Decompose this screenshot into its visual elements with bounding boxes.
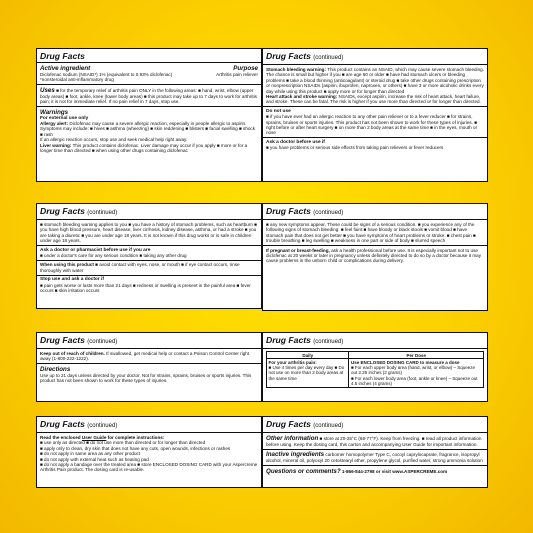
instruction-item: ■ do not apply a bandage over the treated area ■ store ENCLOSED DOSING CARD with your Aspercreme Arthritis Pain product. The dosing card is re-usable. [40, 462, 258, 473]
allergy-label: Allergy alert: [40, 121, 69, 127]
continued-label: (continued) [87, 339, 118, 345]
stomach-text: This product contains an NSAID, which may cause severe stomach bleeding. The chance is small but higher if you ■ are age 60 or older ■ have had stomach ulcers or bleeding problems ■ take a blood thinning (anticoagulant) or steroid drug ■ take other drugs containing prescription or nonprescription NSAIDs (aspirin, ibuprofen, naproxen, or others) ■ have 3 or more alcoholic drinks every day while using this product ■ apply more or for longer than directed [266, 67, 484, 94]
user-guide-link: User Guide [81, 435, 107, 440]
allergy-followup: If an allergic reaction occurs, stop use and seek medical help right away. [40, 137, 188, 143]
continued-label: (continued) [313, 55, 344, 61]
inactive-text: carbomer homopolymer Type C, cocoyl caprylocaprate, fragrance, isopropyl alcohol, mineral oil, polyoxyl 20 cetostearyl ether, propylene glycol, purified water, strong ammonia solution [266, 452, 483, 464]
per-dose-header: Per Dose [349, 352, 484, 359]
when-using-label: When using this product [40, 262, 94, 268]
purpose-heading: Purpose [233, 65, 258, 72]
directions-text: Use up to 21 days unless directed by your doctor. Not for strains, sprains, bruises or sports injuries. This product has not been shown to work for these types of injuries. [40, 372, 252, 384]
active-ingredient-heading: Active ingredient [40, 65, 91, 72]
questions-label: Questions or comments? [266, 467, 341, 475]
purpose-value: Arthritis pain reliever [216, 72, 258, 77]
inactive-label: Inactive ingredients [266, 451, 325, 459]
continued-label: (continued) [313, 423, 344, 429]
pharmacist-heading: Ask a doctor or pharmacist before use if you are [40, 247, 151, 253]
uses-heading: Uses [40, 86, 55, 94]
do-not-use-heading: Do not use [266, 108, 291, 114]
panel-title-text: Drug Facts [266, 335, 311, 345]
instruction-item: ■ apply only to clean, dry skin that does not have any cuts, open wounds, infections or rashes [40, 445, 231, 451]
allergy-text: Diclofenac may cause a severe allergic reaction, especially in people allergic to aspirin. Symptoms may include: ■ hives ■ asthma (wheezing) ■ skin reddening ■ blisters ■ facial swelling ■ shock ■ rash [40, 121, 256, 137]
liver-label: Liver warning: [40, 142, 72, 148]
continued-label: (continued) [87, 210, 118, 216]
ask-doctor-text: ■ you have problems or serious side effects from taking pain relievers or fever reducers [266, 145, 444, 151]
read-label: Read the enclosed [40, 435, 81, 440]
per-dose-lower: ■ For each lower body area (foot, ankle or knee) – Squeeze out 4.5 inches (4 grams) [350, 375, 478, 386]
panel-title [263, 335, 487, 349]
when-using-text: ■ avoid contact with eyes, nose, or mouth ■ if eye contact occurs, rinse thoroughly with water [40, 262, 240, 273]
other-info-label: Other information [266, 435, 319, 442]
pharmacist-text: ■ under a doctor's care for any serious condition ■ taking any other drug [40, 253, 187, 259]
read-rest: for complete instructions: [107, 435, 165, 440]
drug-facts-panel-2 [262, 48, 488, 182]
ask-doctor-heading: Ask a doctor before use if [266, 139, 325, 145]
nsaid-note: *nonsteroidal anti-inflammatory drug [40, 77, 114, 83]
keep-out-text: If swallowed, get medical help or contact a Poison Control Center right away (1-800-222-1222). [40, 351, 250, 362]
do-not-use-text: ■ if you have ever had an allergic reaction to any other pain reliever or to a fever reducer ■ for strains, sprains, bruises or sports injuries. This product has not been shown to work for these types of injuries. ■ right before or after heart surgery ■ on more than 2 body areas at the same time ■ in the eyes, mouth or nose [266, 114, 478, 136]
warnings-heading: Warnings [40, 108, 69, 116]
panel-title [263, 206, 487, 220]
liver-text: This product contains diclofenac. Liver damage may occur if you apply ■ more or for a longer time than directed ■ when using other drugs containing diclofenac [40, 142, 248, 154]
instruction-item: ■ do not apply with external heat such as heating pad [40, 456, 149, 462]
drug-facts-panel-1 [36, 48, 262, 182]
drug-facts-panel-4 [262, 203, 488, 311]
instruction-item: ■ use only as directed ■ do not use more than directed or for longer than directed [40, 440, 206, 446]
dosing-table [266, 351, 484, 388]
continued-label: (continued) [87, 423, 118, 429]
drug-facts-panel-6 [262, 332, 488, 402]
stomach-label: Stomach bleeding warning: [266, 67, 326, 72]
stop-use-heading: Stop use and ask a doctor if [40, 277, 104, 283]
external-use-note: For external use only [40, 115, 89, 121]
panel-title-text: Drug Facts [266, 51, 311, 61]
instruction-item: ■ do not apply in same area as any other product [40, 451, 141, 457]
pregnant-text: ask a health professional before use. It is especially important not to use diclofenac at 20 weeks or later in pregnancy unless definitely directed to do so by a doctor because it may cause problems in the unborn child or complications during delivery. [266, 247, 482, 264]
drug-facts-panel-8 [262, 416, 488, 488]
uses-text: ■ for the temporary relief of arthritis pain ONLY in the following areas: ■ hand, wrist, elbow (upper body areas) ■ foot, ankle, knee (lower body areas) ■ this product may take up to 7 days to work for arthritis pain; it is not for immediate relief. If no pain relief in 7 days, stop use. [40, 87, 257, 105]
keep-out-label: Keep out of reach of children. [40, 351, 105, 356]
panel-title: Drug Facts [37, 51, 261, 63]
row-label: For your arthritis pain: [268, 359, 317, 365]
panel-title-text: Drug Facts [266, 419, 311, 429]
panel-title-text: Drug Facts [40, 335, 85, 345]
per-dose-heading: Use ENCLOSED DOSING CARD to measure a dose [350, 359, 460, 365]
panel-title [263, 51, 487, 65]
drug-facts-panel-7 [36, 416, 262, 488]
continued-label: (continued) [313, 339, 344, 345]
panel-title-text: Drug Facts [40, 206, 85, 216]
panel-title [37, 335, 261, 349]
panel-title [263, 419, 487, 433]
panel-title-text: Drug Facts [40, 419, 85, 429]
per-dose-upper: ■ For each upper body area (hand, wrist, or elbow) – Squeeze out 2.25 inches (2 grams) [350, 365, 475, 376]
panel-title [37, 206, 261, 220]
heart-label: Heart attack and stroke warning: [266, 94, 338, 100]
active-ingredient-line: Diclofenac sodium (NSAID*) 1% (equivalent to 0.93% diclofenac) [40, 72, 173, 77]
panel-title [37, 419, 261, 433]
other-info-text: ■ store at 20-25°C (68-77°F). Keep from freezing. ■ read all product information before using. Keep the dosing card, this carton and accompanying User Guide for important information. [266, 436, 482, 447]
heart-text: NSAIDs, except aspirin, increase the risk of heart attack, heart failure, and stroke. These can be fatal. The risk is higher if you use more than directed or for longer than directed. [266, 94, 481, 105]
stop-use-text: ■ pain gets worse or lasts more than 21 days ■ redness or swelling is present in the painful area ■ fever occurs ■ skin irritation occurs [40, 282, 251, 294]
panel-title-text: Drug Facts [266, 206, 311, 216]
drug-facts-panel-3 [36, 203, 262, 309]
pregnant-label: If pregnant or breast-feeding, [266, 247, 330, 253]
intro-text: ■ any new symptoms appear. These could be signs of a serious condition. ■ you experience any of the following signs of stomach bleeding: ■ feel faint ■ have bloody or black stools ■ vomit blood ■ have stomach pain that does not get better ■ you have symptoms of heart problems or stroke: ■ chest pain ■ trouble breathing ■ leg swelling ■ weakness in one part or side of body ■ slurred speech [266, 222, 476, 244]
daily-text: ■ Use 4 times per day every day ■ Do not use on more than 2 body areas at the same time [268, 365, 345, 381]
questions-text: 1-866-844-2798 or visit www.ASPERCREME.com [341, 468, 448, 474]
daily-header: Daily [267, 352, 349, 359]
continued-label: (continued) [313, 210, 344, 216]
drug-facts-panel-5 [36, 332, 262, 402]
intro-text: ■ stomach bleeding warning applies to you ■ you have a history of stomach problems, such as heartburn ■ you have high blood pressure, heart disease, liver cirrhosis, kidney disease, asthma, or had a stroke ■ you are taking a diuretic ■ you are under age 18 years. It is not known if this drug works or is safe in children under age 18 years. [40, 222, 257, 244]
directions-heading: Directions [40, 365, 71, 373]
